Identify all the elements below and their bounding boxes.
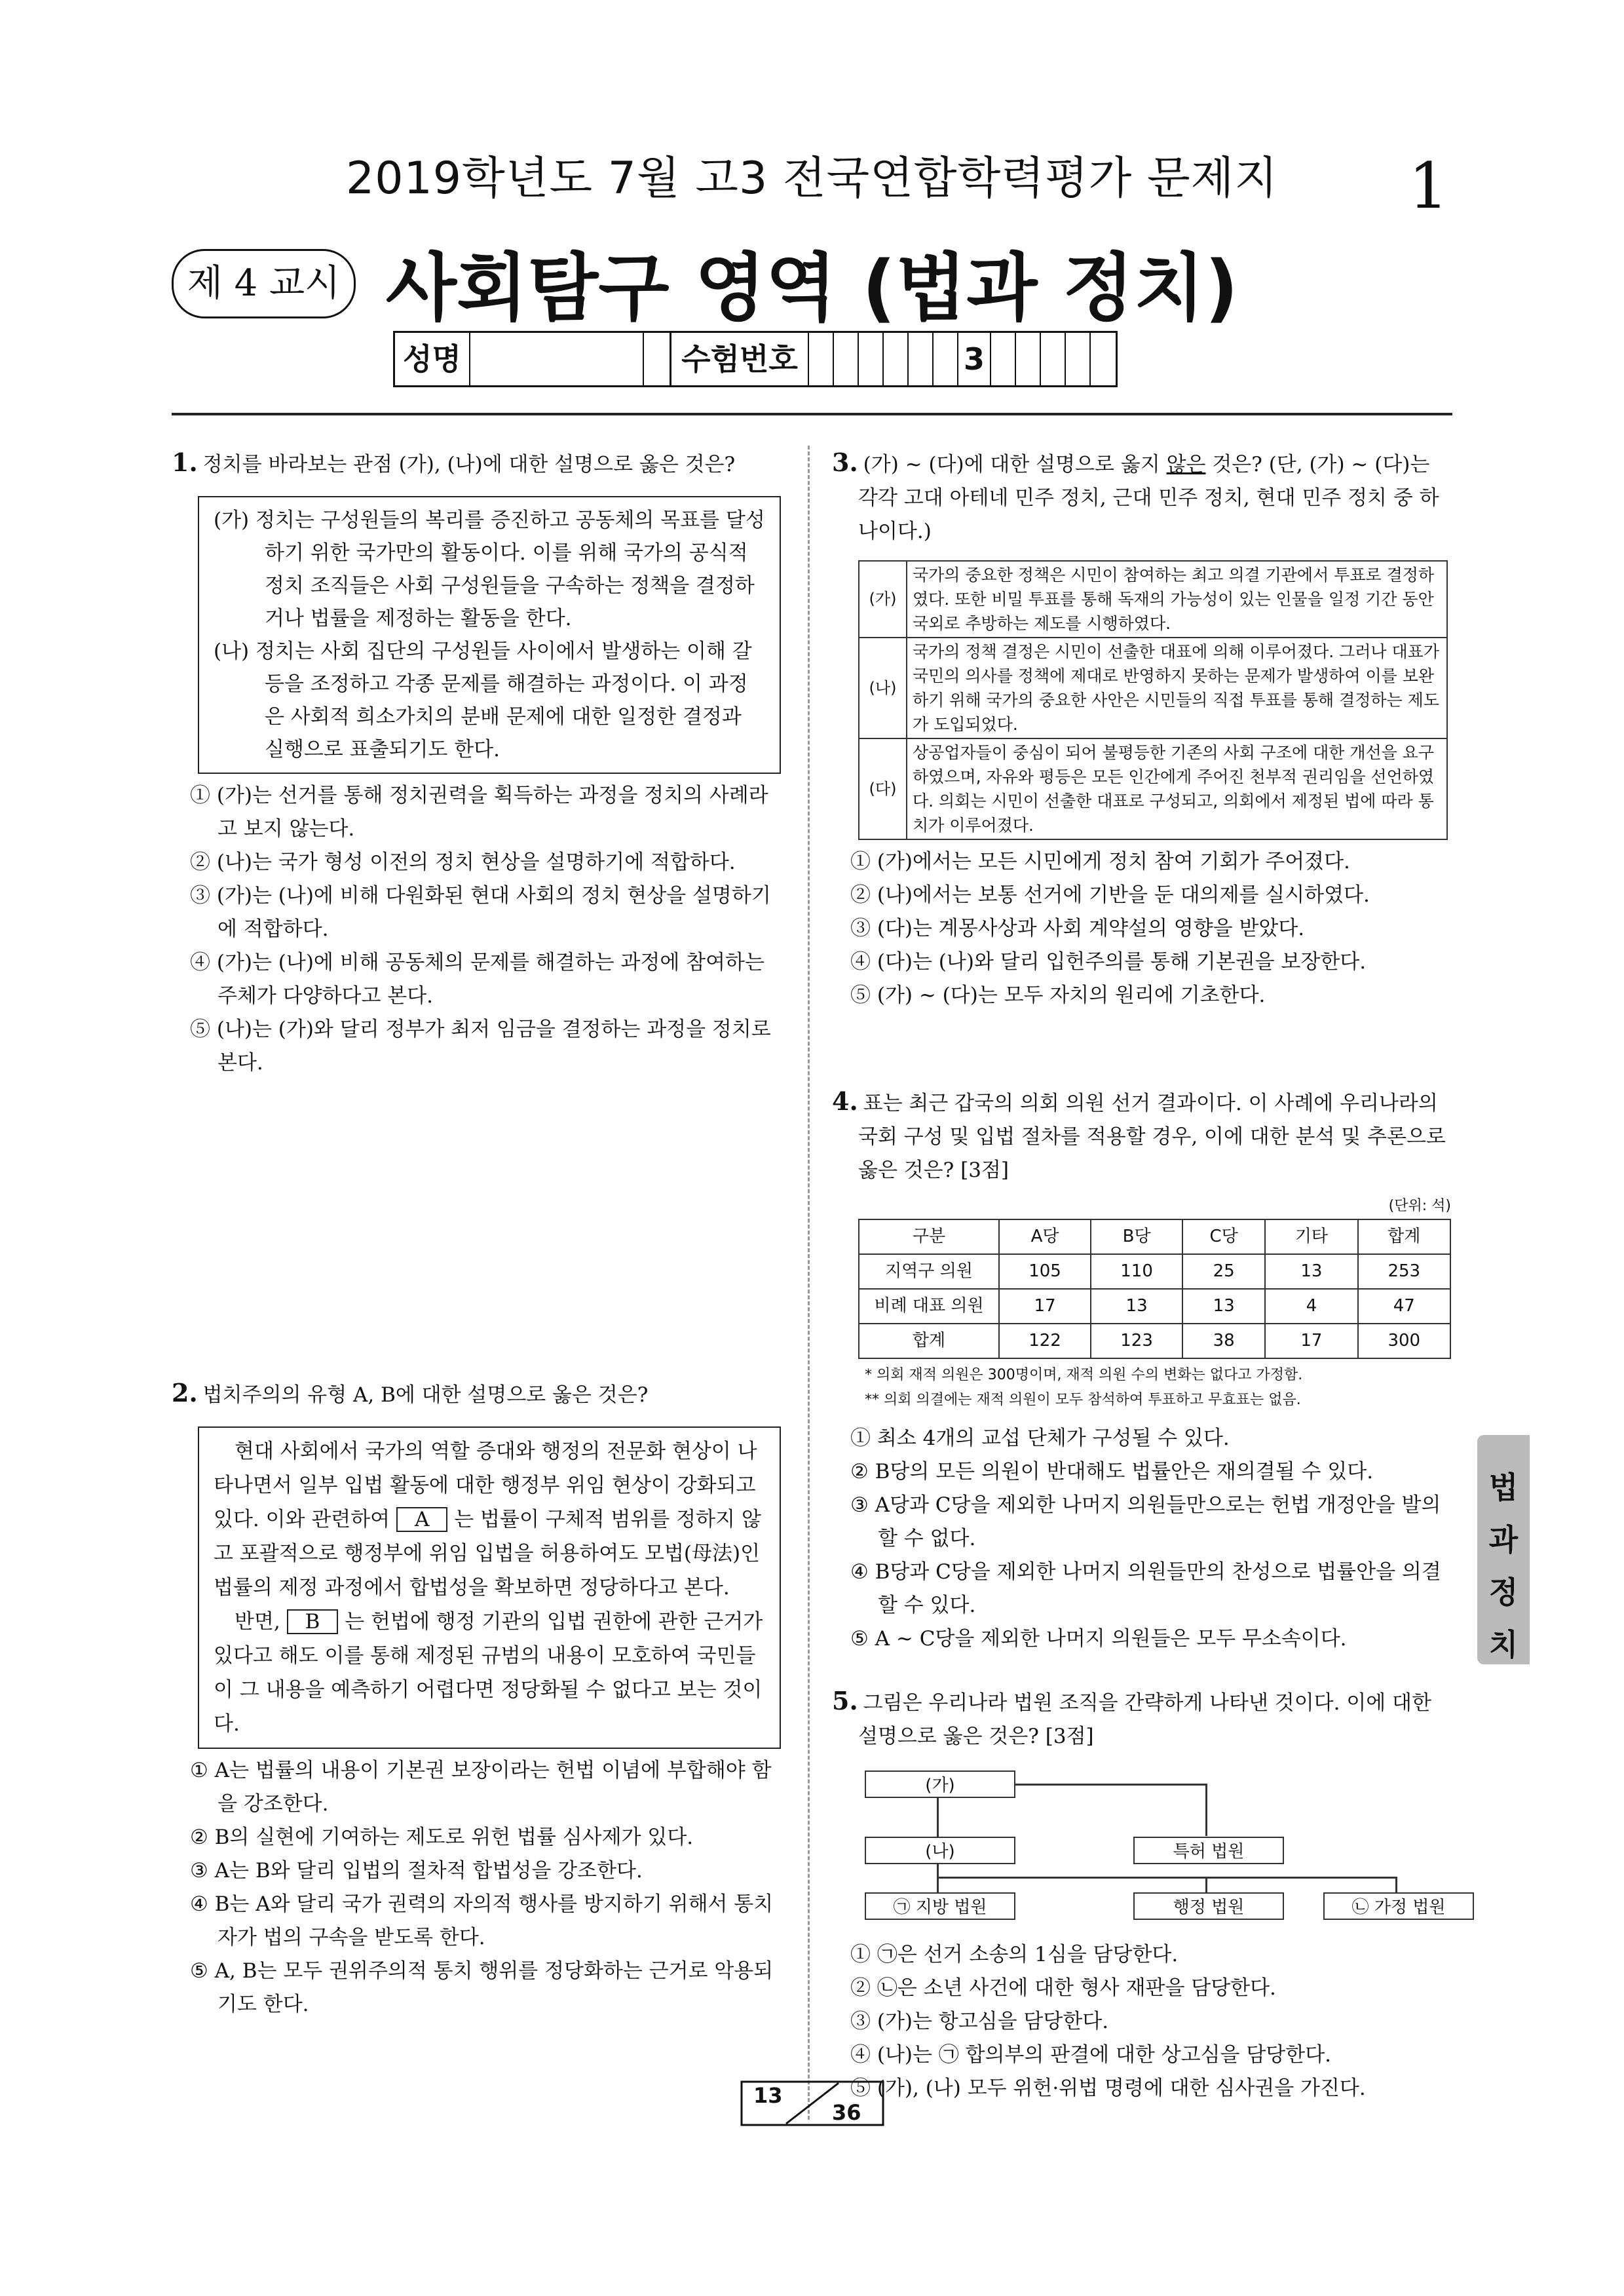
- question-stem: (가) ~ (다)에 대한 설명으로 옳지: [863, 453, 1160, 476]
- question-number: 3.: [832, 448, 858, 477]
- chart-connector: [937, 1877, 1395, 1879]
- table-cell: 105: [999, 1254, 1091, 1289]
- header-rule: [172, 413, 1452, 415]
- exam-title: 2019학년도 7월 고3 전국연합학력평가 문제지: [345, 153, 1279, 204]
- row-label: (나): [859, 638, 907, 738]
- chart-node-mid-left: (나): [865, 1837, 1015, 1864]
- option-5[interactable]: ⑤ (가) ~ (다)는 모두 자치의 원리에 기초한다.: [850, 984, 1266, 1007]
- option-1[interactable]: ① 최소 4개의 교섭 단체가 구성될 수 있다.: [850, 1426, 1230, 1450]
- chart-node-top: (가): [865, 1770, 1015, 1798]
- row-text: 국가의 중요한 정책은 시민이 참여하는 최고 의결 기관에서 투표로 결정하였다. 또한 비밀 투표를 통해 독재의 가능성이 있는 인물을 일정 기간 동안 국외로 추방하는 제도를 시행하였다.: [907, 561, 1447, 638]
- table-row: [859, 738, 1447, 839]
- table-cell: 122: [999, 1324, 1091, 1358]
- column-header: B당: [1091, 1219, 1182, 1254]
- exam-number-cell[interactable]: [859, 333, 884, 385]
- option-2[interactable]: ② B의 실현에 기여하는 제도로 위헌 법률 심사제가 있다.: [190, 1826, 694, 1849]
- question-number: 2.: [172, 1378, 198, 1407]
- chart-node-bottom-mid: 행정 법원: [1133, 1892, 1284, 1920]
- court-org-chart: [832, 1761, 1451, 1938]
- option-1[interactable]: ① (가)에서는 모든 시민에게 정치 참여 기회가 주어졌다.: [850, 850, 1350, 873]
- exam-number-cell[interactable]: [809, 333, 834, 385]
- exam-number-cell[interactable]: [884, 333, 909, 385]
- right-column: [832, 446, 1451, 2100]
- page-number: 13: [753, 2083, 783, 2108]
- exam-number-cell[interactable]: [1066, 333, 1091, 385]
- table-cell: 25: [1182, 1254, 1265, 1289]
- table-cell: 13: [1091, 1289, 1182, 1324]
- page-number-badge: [740, 2080, 884, 2126]
- passage-item: (가) 정치는 구성원들의 복리를 증진하고 공동체의 목표를 달성하기 위한 국가만의 활동이다. 이를 위해 국가의 공식적 정치 조직들은 사회 구성원들을 구속하는 정책을 결정하거나 법률을 제정하는 활동을 한다.: [214, 508, 765, 630]
- option-3[interactable]: ③ A당과 C당을 제외한 나머지 의원들만으로는 헌법 개정안을 발의할 수 없다.: [850, 1493, 1441, 1550]
- passage-text: 는 법률이 구체적 범위를 정하지 않고 포괄적으로 행정부에 위임 입법을 허용하여도 모법(母法)인 법률의 제정 과정에서 합법성을 확보하면 정당하다고 본다.: [214, 1508, 761, 1599]
- chart-connector: [1015, 1784, 1205, 1786]
- period-badge: 제 4 교시: [172, 249, 356, 318]
- exam-number-cell[interactable]: [1091, 333, 1116, 385]
- passage-text: 현대 사회에서 국가의 역할 증대와 행정의 전문화 현상이 나타나면서 일부 입법 활동에 대한 행정부 위임 현상이 강화되고 있다. 이와 관련하여: [214, 1440, 757, 1531]
- passage-text: 반면,: [235, 1610, 280, 1634]
- table-header-row: [859, 1219, 1450, 1254]
- question-stem: 것은? (단, (가) ~ (다)는 각각 고대 아테네 민주 정치, 근대 민주 정치, 현대 민주 정치 중 하나이다.): [858, 453, 1439, 543]
- page-total: 36: [832, 2100, 861, 2125]
- exam-number-cell[interactable]: [934, 333, 958, 385]
- column-divider: [808, 446, 810, 2120]
- chart-connector: [937, 1798, 939, 1837]
- election-table: [858, 1219, 1451, 1359]
- table-note: * 의회 재적 의원은 300명이며, 재적 의원 수의 변화는 없다고 가정함.: [865, 1367, 1303, 1383]
- option-3[interactable]: ③ (가)는 항고심을 담당한다.: [850, 2010, 1109, 2033]
- page-corner-number: 1: [1408, 149, 1449, 223]
- column-header: 합계: [1358, 1219, 1450, 1254]
- table-cell: 13: [1265, 1254, 1357, 1289]
- option-1[interactable]: ① ㉠은 선거 소송의 1심을 담당한다.: [850, 1943, 1179, 1966]
- option-5[interactable]: ⑤ A, B는 모두 권위주의적 통치 행위를 정당화하는 근거로 악용되기도 한다.: [190, 1959, 774, 2016]
- row-text: 상공업자들이 중심이 되어 불평등한 기존의 사회 구조에 대한 개선을 요구하였으며, 자유와 평등은 모든 인간에게 주어진 천부적 권리임을 선언하였다. 의회는 시민이 선출한 대표로 구성되고, 의회에서 제정된 법에 따라 통치가 이루어졌다.: [907, 738, 1447, 839]
- question-2: [172, 1376, 784, 2021]
- era-table: [858, 560, 1448, 840]
- question-number: 4.: [832, 1086, 858, 1116]
- exam-number-label: 수험번호: [671, 333, 809, 385]
- chart-connector: [1395, 1877, 1397, 1892]
- chart-node-bottom-right: ㉡ 가정 법원: [1323, 1892, 1474, 1920]
- table-cell: 13: [1182, 1289, 1265, 1324]
- question-stem: 법치주의의 유형 A, B에 대한 설명으로 옳은 것은?: [202, 1383, 649, 1407]
- side-tab-char: 정: [1488, 1575, 1519, 1610]
- option-4[interactable]: ④ B당과 C당을 제외한 나머지 의원들만의 찬성으로 법률안을 의결할 수 있다.: [850, 1560, 1441, 1617]
- passage-item: (나) 정치는 사회 집단의 구성원들 사이에서 발생하는 이해 갈등을 조정하고 각종 문제를 해결하는 과정이다. 이 과정은 사회적 희소가치의 분배 문제에 대한 일정한 결정과 실행으로 표출되기도 한다.: [214, 640, 752, 761]
- question-3: [832, 446, 1451, 1012]
- question-1: [172, 446, 784, 1080]
- option-4[interactable]: ④ B는 A와 달리 국가 권력의 자의적 행사를 방지하기 위해서 통치자가 법의 구속을 받도록 한다.: [190, 1892, 774, 1949]
- table-row: [859, 638, 1447, 738]
- side-tab-char: 치: [1488, 1627, 1519, 1662]
- exam-number-cell[interactable]: [909, 333, 934, 385]
- row-label: (가): [859, 561, 907, 638]
- passage-box: [198, 1426, 781, 1749]
- chart-node-mid-right: 특허 법원: [1133, 1837, 1284, 1864]
- row-label: (다): [859, 738, 907, 839]
- option-3[interactable]: ③ (다)는 계몽사상과 사회 계약설의 영향을 받았다.: [850, 917, 1305, 940]
- question-number: 5.: [832, 1686, 858, 1715]
- chart-node-bottom-left: ㉠ 지방 법원: [865, 1892, 1015, 1920]
- table-row: [859, 1324, 1450, 1358]
- passage-box: [198, 496, 781, 774]
- table-cell: 17: [1265, 1324, 1357, 1358]
- name-field[interactable]: [470, 333, 644, 385]
- passage-text: 는 헌법에 행정 기관의 입법 권한에 관한 근거가 있다고 해도 이를 통해 제정된 규범의 내용이 모호하여 국민들이 그 내용을 예측하기 어렵다면 정당화될 수 없다고 보는 것이다.: [214, 1610, 763, 1736]
- option-1[interactable]: ① A는 법률의 내용이 기본권 보장이라는 헌법 이념에 부합해야 함을 강조한다.: [190, 1759, 772, 1816]
- exam-number-cell[interactable]: [1041, 333, 1066, 385]
- underlined-word: 않은: [1166, 453, 1206, 476]
- option-2[interactable]: ② ㉡은 소년 사건에 대한 형사 재판을 담당한다.: [850, 1976, 1276, 2000]
- exam-number-digit: 3: [958, 333, 991, 385]
- table-cell: 47: [1358, 1289, 1450, 1324]
- option-5[interactable]: ⑤ (가), (나) 모두 위헌·위법 명령에 대한 심사권을 가진다.: [850, 2076, 1366, 2100]
- option-1[interactable]: ① (가)는 선거를 통해 정치권력을 획득하는 과정을 정치의 사례라고 보지 않는다.: [190, 784, 768, 841]
- row-header: 지역구 의원: [859, 1254, 999, 1289]
- row-header: 합계: [859, 1324, 999, 1358]
- table-cell: 253: [1358, 1254, 1450, 1289]
- question-4: [832, 1084, 1451, 1656]
- question-stem: 정치를 바라보는 관점 (가), (나)에 대한 설명으로 옳은 것은?: [202, 453, 736, 476]
- column-header: 구분: [859, 1219, 999, 1254]
- table-cell: 4: [1265, 1289, 1357, 1324]
- side-tab-char: 과: [1488, 1522, 1519, 1558]
- option-4[interactable]: ④ (가)는 (나)에 비해 공동체의 문제를 해결하는 과정에 참여하는 주체가 다양하다고 본다.: [190, 951, 765, 1008]
- side-tab-char: 법: [1488, 1470, 1519, 1505]
- table-row: [859, 1254, 1450, 1289]
- left-column: [172, 446, 784, 2016]
- option-2[interactable]: ② B당의 모든 의원이 반대해도 법률안은 재의결될 수 있다.: [850, 1460, 1374, 1483]
- table-row: [859, 561, 1447, 638]
- table-row: [859, 1289, 1450, 1324]
- table-note: ** 의회 의결에는 재적 의원이 모두 참석하여 투표하고 무효표는 없음.: [865, 1392, 1301, 1408]
- examinee-info-box: [393, 331, 1118, 387]
- question-stem: 표는 최근 갑국의 의회 의원 선거 결과이다. 이 사례에 우리나라의 국회 구성 및 입법 절차를 적용할 경우, 이에 대한 분석 및 추론으로 옳은 것은? [3점]: [858, 1092, 1446, 1182]
- option-4[interactable]: ④ (다)는 (나)와 달리 입헌주의를 통해 기본권을 보장한다.: [850, 950, 1367, 974]
- option-5[interactable]: ⑤ (나)는 (가)와 달리 정부가 최저 임금을 결정하는 과정을 정치로 본다.: [190, 1018, 771, 1075]
- table-cell: 123: [1091, 1324, 1182, 1358]
- option-2[interactable]: ② (나)에서는 보통 선거에 기반을 둔 대의제를 실시하였다.: [850, 883, 1370, 907]
- table-cell: 38: [1182, 1324, 1265, 1358]
- blank-box-a: A: [396, 1507, 447, 1532]
- option-3[interactable]: ③ (가)는 (나)에 비해 다원화된 현대 사회의 정치 현상을 설명하기에 적합하다.: [190, 884, 771, 941]
- option-2[interactable]: ② (나)는 국가 형성 이전의 정치 현상을 설명하기에 적합하다.: [190, 851, 736, 874]
- question-number: 1.: [172, 448, 198, 477]
- column-header: 기타: [1265, 1219, 1357, 1254]
- chart-connector: [1205, 1877, 1207, 1892]
- option-4[interactable]: ④ (나)는 ㉠ 합의부의 판결에 대한 상고심을 담당한다.: [850, 2043, 1331, 2067]
- option-5[interactable]: ⑤ A ~ C당을 제외한 나머지 의원들은 모두 무소속이다.: [850, 1627, 1347, 1651]
- row-text: 국가의 정책 결정은 시민이 선출한 대표에 의해 이루어졌다. 그러나 대표가 국민의 의사를 정책에 제대로 반영하지 못하는 문제가 발생하여 이를 보완하기 위해 국가의 중요한 사안은 시민들의 직접 투표를 통해 결정하는 제도가 도입되었다.: [907, 638, 1447, 738]
- spacer: [644, 333, 671, 385]
- exam-number-cell[interactable]: [834, 333, 859, 385]
- table-unit: (단위: 석): [1388, 1198, 1451, 1214]
- blank-box-b: B: [287, 1609, 339, 1634]
- table-cell: 300: [1358, 1324, 1450, 1358]
- chart-connector: [1205, 1784, 1207, 1836]
- exam-number-cell[interactable]: [1016, 333, 1041, 385]
- question-stem: 그림은 우리나라 법원 조직을 간략하게 나타낸 것이다. 이에 대한 설명으로 옳은 것은? [3점]: [858, 1691, 1431, 1748]
- subject-title: 사회탐구 영역 (법과 정치): [385, 246, 1239, 331]
- subject-side-tab: [1477, 1435, 1530, 1664]
- row-header: 비례 대표 의원: [859, 1289, 999, 1324]
- option-3[interactable]: ③ A는 B와 달리 입법의 절차적 합법성을 강조한다.: [190, 1859, 643, 1883]
- table-cell: 110: [1091, 1254, 1182, 1289]
- name-label: 성명: [395, 333, 470, 385]
- column-header: C당: [1182, 1219, 1265, 1254]
- column-header: A당: [999, 1219, 1091, 1254]
- table-cell: 17: [999, 1289, 1091, 1324]
- exam-number-cell[interactable]: [991, 333, 1016, 385]
- question-5: [832, 1684, 1451, 2105]
